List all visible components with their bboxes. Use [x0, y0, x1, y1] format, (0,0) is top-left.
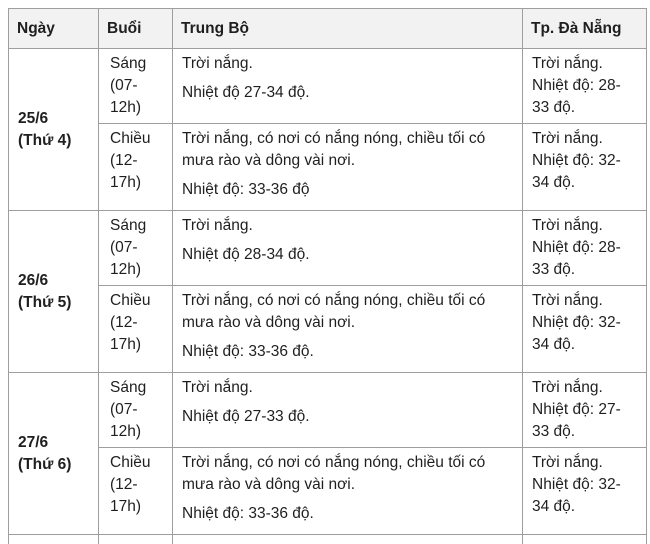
header-day: Ngày — [9, 9, 99, 49]
day-date: 27/6 — [18, 433, 49, 451]
danang-forecast-cell: Trời nắng. Nhiệt độ: 27-33 độ. — [523, 373, 647, 448]
danang-forecast-cell: Trời nắng. Nhiệt độ: 32-34 độ. — [523, 286, 647, 373]
table-header — [9, 9, 647, 49]
central-condition: Trời nắng. — [182, 379, 253, 396]
table-row — [9, 448, 647, 535]
central-condition: Trời nắng. — [182, 55, 253, 72]
session-cell — [99, 535, 173, 544]
table-body — [9, 49, 647, 544]
header-row — [9, 9, 647, 49]
central-condition: Trời nắng, có nơi có nắng nóng, chiều tối có mưa rào và dông vài nơi. — [182, 130, 486, 169]
header-central-region: Trung Bộ — [173, 9, 523, 49]
central-forecast-cell — [173, 286, 523, 373]
day-cell — [9, 535, 99, 544]
table-row — [9, 211, 647, 286]
central-temperature: Nhiệt độ: 33-36 độ. — [182, 343, 314, 360]
day-cell — [9, 211, 99, 373]
central-condition: Trời nắng. — [182, 217, 253, 234]
day-weekday: (Thứ 4) — [18, 131, 72, 149]
table-row — [9, 535, 647, 544]
central-temperature: Nhiệt độ 27-33 độ. — [182, 408, 310, 425]
central-temperature: Nhiệt độ: 33-36 độ. — [182, 505, 314, 522]
central-condition: Trời nắng, có nơi có nắng nóng, chiều tối có mưa rào và dông vài nơi. — [182, 292, 486, 331]
central-temperature: Nhiệt độ: 33-36 độ — [182, 181, 310, 198]
central-forecast-cell — [173, 535, 523, 544]
weather-forecast-table — [8, 8, 647, 544]
session-cell: Chiều (12-17h) — [99, 286, 173, 373]
day-date: 25/6 — [18, 109, 49, 127]
day-cell — [9, 49, 99, 211]
central-temperature: Nhiệt độ 27-34 độ. — [182, 84, 310, 101]
table-row — [9, 373, 647, 448]
day-cell — [9, 373, 99, 535]
session-cell: Sáng (07-12h) — [99, 373, 173, 448]
central-forecast-cell — [173, 49, 523, 124]
central-temperature: Nhiệt độ 28-34 độ. — [182, 246, 310, 263]
danang-forecast-cell: Trời nắng. Nhiệt độ: 32-34 độ. — [523, 124, 647, 211]
danang-forecast-cell: Trời nắng. Nhiệt độ: 28-33 độ. — [523, 211, 647, 286]
central-forecast-cell — [173, 124, 523, 211]
table-row — [9, 49, 647, 124]
central-forecast-cell — [173, 448, 523, 535]
day-weekday: (Thứ 5) — [18, 293, 72, 311]
day-weekday: (Thứ 6) — [18, 455, 72, 473]
table-row — [9, 124, 647, 211]
header-danang: Tp. Đà Nẵng — [523, 9, 647, 49]
danang-forecast-cell: Trời nắng. Nhiệt độ: 28-33 độ. — [523, 49, 647, 124]
session-cell: Sáng (07-12h) — [99, 211, 173, 286]
danang-forecast-cell: Trời nắng. Nhiệt độ: 32-34 độ. — [523, 448, 647, 535]
session-cell: Chiều (12-17h) — [99, 448, 173, 535]
central-condition: Trời nắng, có nơi có nắng nóng, chiều tối có mưa rào và dông vài nơi. — [182, 454, 486, 493]
session-cell: Chiều (12-17h) — [99, 124, 173, 211]
table-row — [9, 286, 647, 373]
central-forecast-cell — [173, 373, 523, 448]
session-cell: Sáng (07-12h) — [99, 49, 173, 124]
day-date: 26/6 — [18, 271, 49, 289]
central-forecast-cell — [173, 211, 523, 286]
danang-forecast-cell — [523, 535, 647, 544]
header-session: Buổi — [99, 9, 173, 49]
